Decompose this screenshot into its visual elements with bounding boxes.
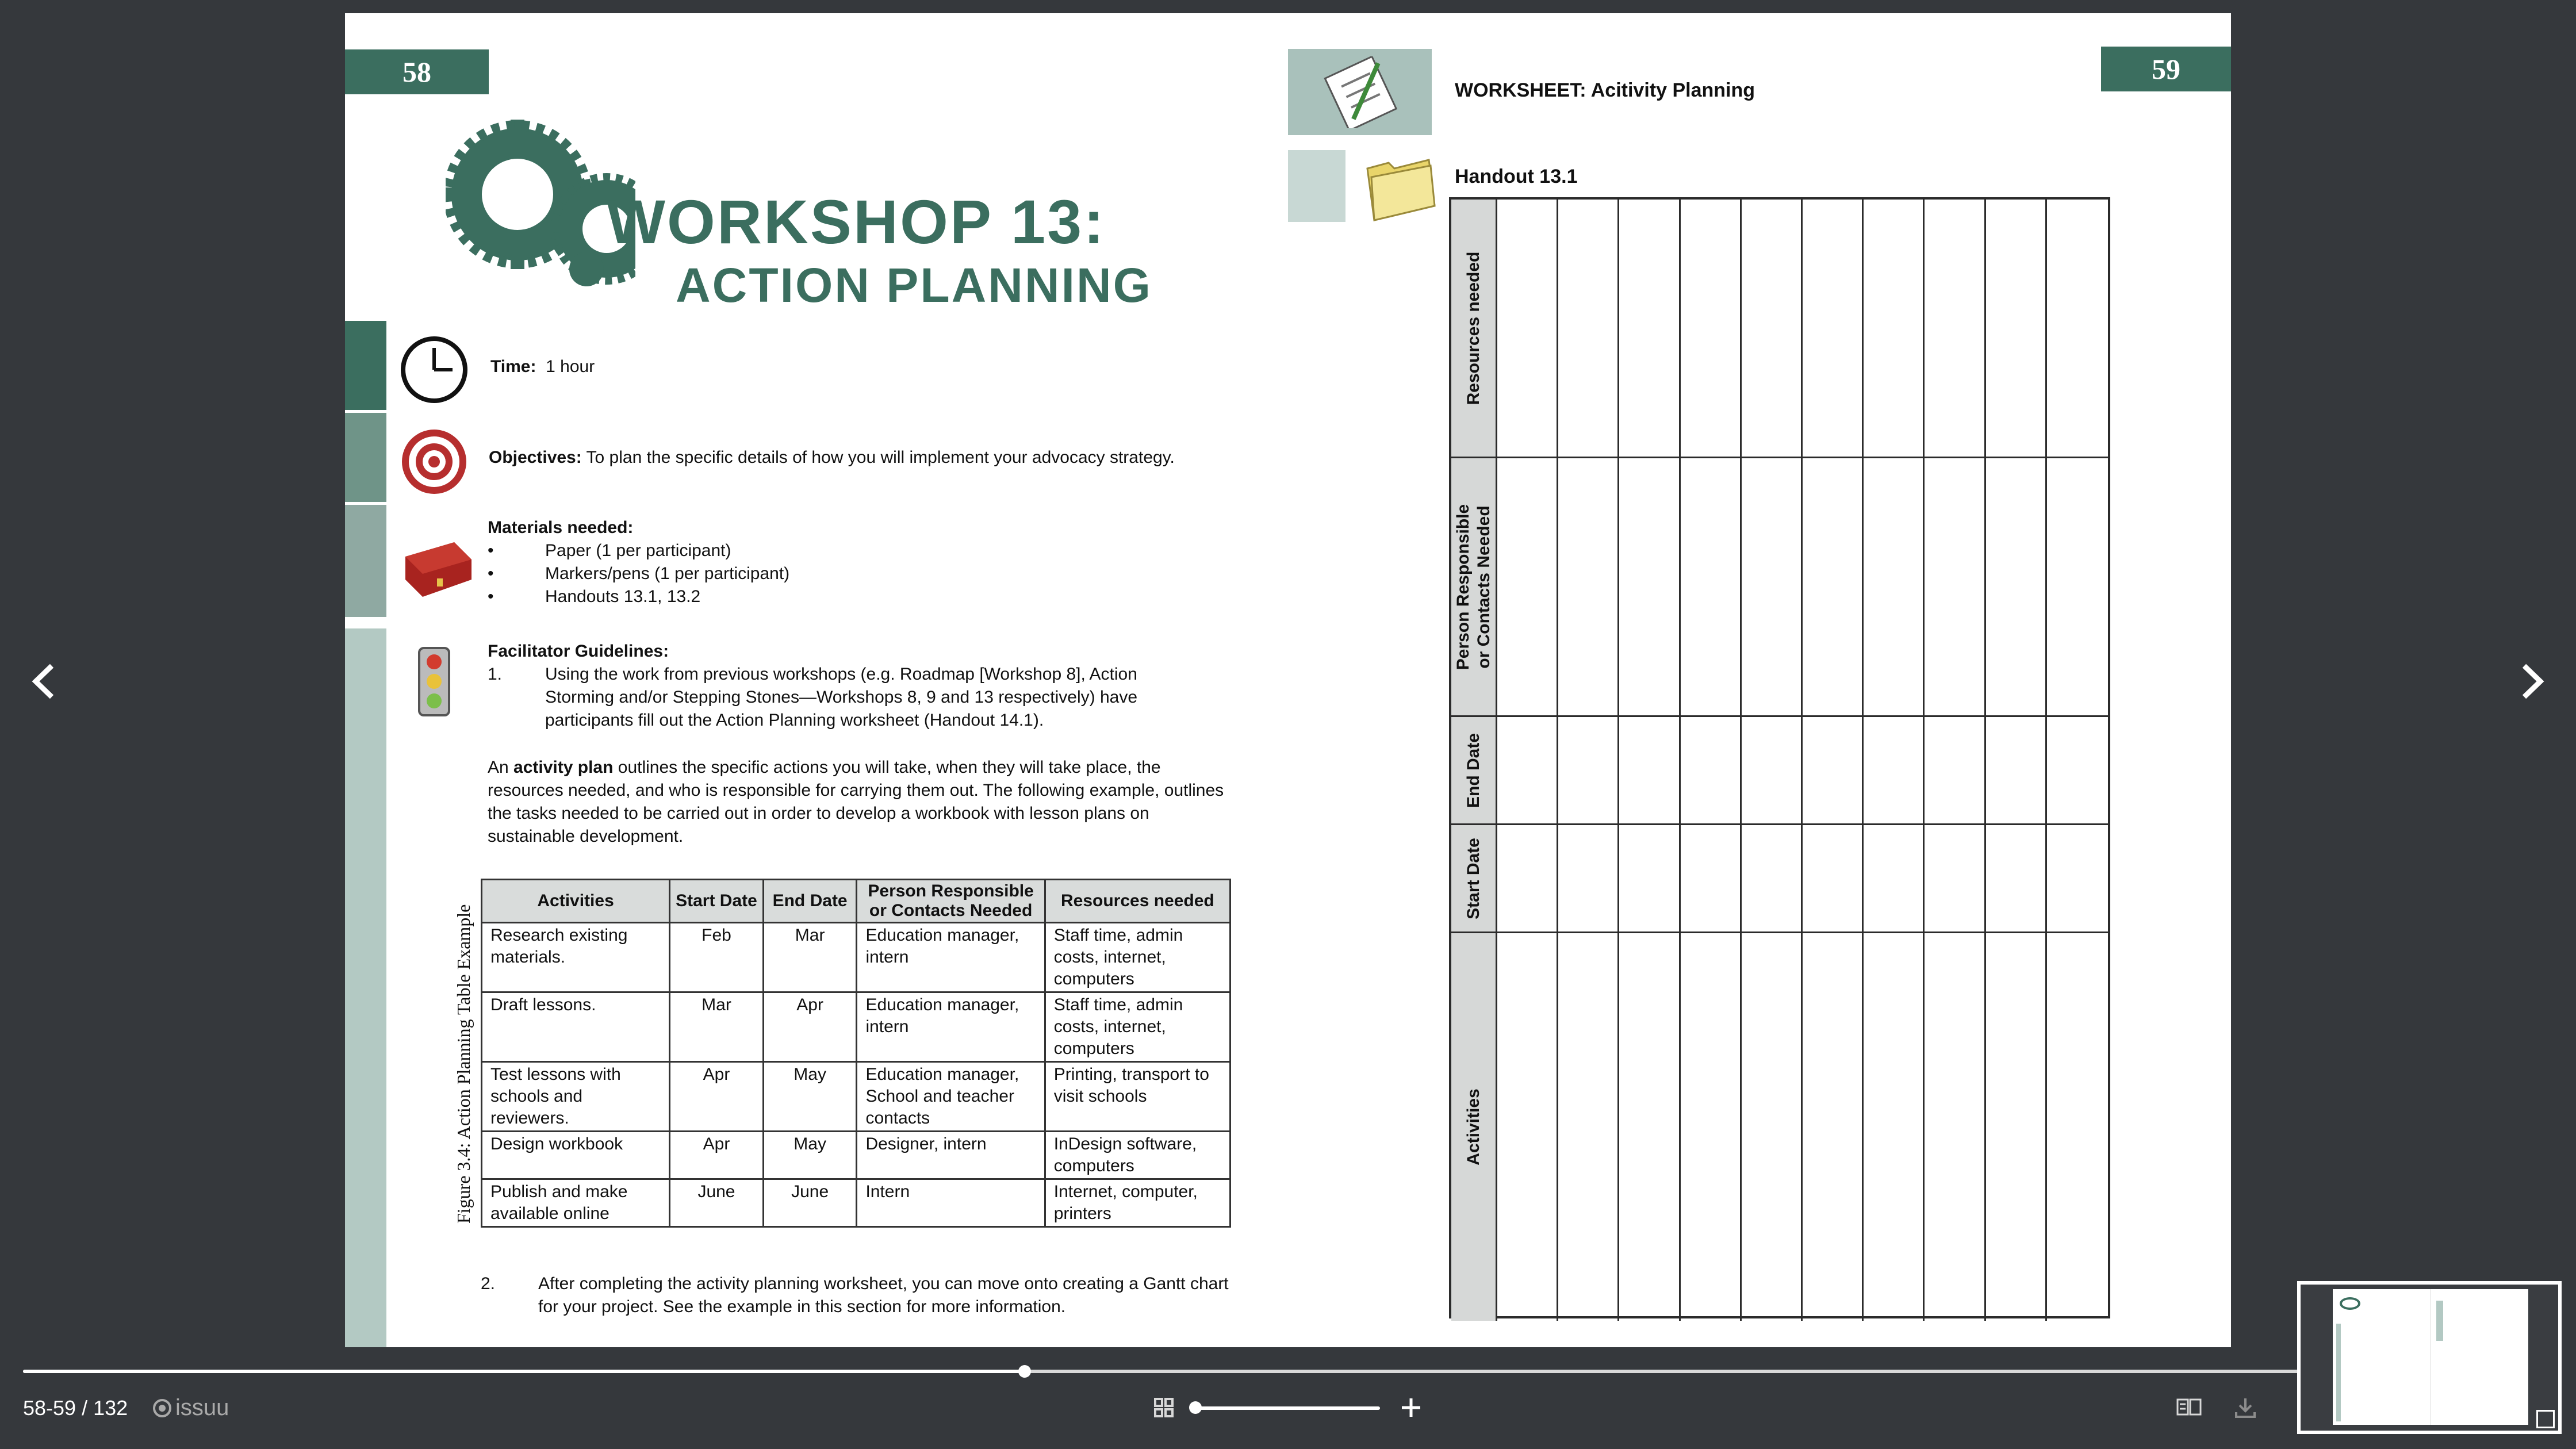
table-cell: Research existing materials. xyxy=(482,923,670,992)
objectives-label: Objectives: xyxy=(489,448,582,467)
table-cell: Intern xyxy=(857,1179,1045,1227)
worksheet-cell xyxy=(1986,933,2047,1321)
step-2-number: 2. xyxy=(481,1274,496,1293)
page-progress-fill xyxy=(23,1370,1025,1373)
column-header: Start Date xyxy=(670,880,764,923)
worksheet-cell xyxy=(1681,458,1742,717)
table-cell: Feb xyxy=(670,923,764,992)
worksheet-cell xyxy=(1864,200,1925,458)
worksheet-cell xyxy=(1619,458,1680,717)
worksheet-grid xyxy=(1449,197,2110,1318)
worksheet-cell xyxy=(1558,200,1619,458)
table-cell: Mar xyxy=(763,923,857,992)
table-cell: Apr xyxy=(670,1062,764,1132)
page-number-right: 59 xyxy=(2101,47,2231,91)
worksheet-cell xyxy=(1925,458,1985,717)
objectives-value: To plan the specific details of how you will implement your advocacy strategy. xyxy=(586,448,1175,467)
worksheet-cell xyxy=(1742,458,1803,717)
column-header: Resources needed xyxy=(1045,880,1230,923)
prev-arrow-icon[interactable] xyxy=(23,661,63,702)
worksheet-cell xyxy=(1558,458,1619,717)
brand-name: issuu xyxy=(175,1395,229,1420)
reader-icon[interactable] xyxy=(2176,1396,2202,1419)
issuu-logo-icon xyxy=(152,1398,172,1418)
row-header-activities: Activities xyxy=(1451,933,1497,1321)
column-header: End Date xyxy=(763,880,857,923)
worksheet-cell xyxy=(2047,825,2108,933)
worksheet-cell xyxy=(1803,933,1864,1321)
worksheet-cell xyxy=(2047,200,2108,458)
table-cell: June xyxy=(763,1179,857,1227)
table-cell: Education manager, intern xyxy=(857,992,1045,1062)
table-cell: Mar xyxy=(670,992,764,1062)
worksheet-cell xyxy=(2047,458,2108,717)
zoom-slider[interactable] xyxy=(1196,1406,1380,1410)
worksheet-cell xyxy=(1497,933,1558,1321)
table-cell: Test lessons with schools and reviewers. xyxy=(482,1062,670,1132)
worksheet-cell xyxy=(1619,200,1680,458)
worksheet-cell xyxy=(1497,200,1558,458)
table-cell: Design workbook xyxy=(482,1132,670,1179)
page-number-left: 58 xyxy=(345,49,489,94)
worksheet-cell xyxy=(1619,825,1680,933)
table-row xyxy=(482,1062,1230,1132)
table-cell: Draft lessons. xyxy=(482,992,670,1062)
table-cell: May xyxy=(763,1132,857,1179)
worksheet-cell xyxy=(1742,933,1803,1321)
worksheet-cell xyxy=(1803,825,1864,933)
table-cell: Education manager, School and teacher contacts xyxy=(857,1062,1045,1132)
worksheet-cell xyxy=(1497,717,1558,825)
worksheet-title: WORKSHEET: Acitivity Planning xyxy=(1455,79,1755,101)
next-arrow-icon[interactable] xyxy=(2513,661,2553,702)
worksheet-cell xyxy=(1681,717,1742,825)
table-cell: Publish and make available online xyxy=(482,1179,670,1227)
step-1-number: 1. xyxy=(488,665,503,684)
table-row xyxy=(482,923,1230,992)
material-item: • Markers/pens (1 per participant) xyxy=(488,564,790,583)
step-2-text: After completing the activity planning worksheet, you can move onto creating a Gantt chart for your project. See the example in this section for more information. xyxy=(538,1274,1229,1316)
worksheet-cell xyxy=(1864,717,1925,825)
worksheet-cell xyxy=(1925,825,1985,933)
worksheet-cell xyxy=(2047,717,2108,825)
column-header: Person Responsible or Contacts Needed xyxy=(857,880,1045,923)
time-value: 1 hour xyxy=(546,357,595,376)
worksheet-cell xyxy=(1925,200,1985,458)
table-cell: Apr xyxy=(763,992,857,1062)
worksheet-cell xyxy=(1925,717,1985,825)
table-cell: May xyxy=(763,1062,857,1132)
thumbnail-gear-icon xyxy=(2340,1297,2360,1310)
left-page xyxy=(345,13,1288,1347)
checklist-icon xyxy=(1320,56,1400,128)
worksheet-cell xyxy=(1558,933,1619,1321)
worksheet-cell xyxy=(2047,933,2108,1321)
worksheet-cell xyxy=(1619,933,1680,1321)
right-page xyxy=(1288,13,2231,1347)
worksheet-cell xyxy=(1803,200,1864,458)
traffic-light-icon xyxy=(417,646,451,718)
sidebar-block-materials xyxy=(345,505,386,617)
material-item: • Paper (1 per participant) xyxy=(488,541,731,560)
handout-header-block xyxy=(1288,150,1346,222)
table-cell: Education manager, intern xyxy=(857,923,1045,992)
page-thumbnail-preview[interactable] xyxy=(2297,1281,2562,1434)
worksheet-cell xyxy=(1497,458,1558,717)
grid-icon[interactable] xyxy=(1153,1397,1174,1418)
zoom-slider-thumb[interactable] xyxy=(1189,1401,1202,1414)
table-cell: Staff time, admin costs, internet, computers xyxy=(1045,923,1230,992)
table-cell: Apr xyxy=(670,1132,764,1179)
target-icon xyxy=(400,427,469,496)
table-cell: InDesign software, computers xyxy=(1045,1132,1230,1179)
worksheet-cell xyxy=(1681,933,1742,1321)
action-planning-example-table xyxy=(481,879,1231,1228)
worksheet-cell xyxy=(1803,717,1864,825)
time-label: Time: xyxy=(490,357,536,376)
table-cell: Internet, computer, printers xyxy=(1045,1179,1230,1227)
worksheet-cell xyxy=(1742,717,1803,825)
worksheet-cell xyxy=(1742,200,1803,458)
row-header-person: Person Responsible or Contacts Needed xyxy=(1451,458,1497,717)
worksheet-cell xyxy=(1864,933,1925,1321)
facilitator-label: Facilitator Guidelines: xyxy=(488,642,669,661)
table-cell: Designer, intern xyxy=(857,1132,1045,1179)
row-header-end-date: End Date xyxy=(1451,717,1497,825)
column-header: Activities xyxy=(482,880,670,923)
table-cell: Staff time, admin costs, internet, computers xyxy=(1045,992,1230,1062)
folder-icon xyxy=(1363,154,1438,223)
worksheet-cell xyxy=(1681,200,1742,458)
issuu-logo[interactable] xyxy=(152,1395,229,1421)
worksheet-cell xyxy=(1986,717,2047,825)
worksheet-cell xyxy=(1864,825,1925,933)
sidebar-block-objectives xyxy=(345,413,386,502)
materials-label: Materials needed: xyxy=(488,518,634,537)
workshop-subtitle: ACTION PLANNING xyxy=(676,258,1152,312)
table-row xyxy=(482,992,1230,1062)
thumbnail-viewport-indicator xyxy=(2536,1410,2555,1428)
worksheet-cell xyxy=(1558,825,1619,933)
worksheet-cell xyxy=(1986,825,2047,933)
worksheet-cell xyxy=(1742,825,1803,933)
workshop-title: WORKSHOP 13: xyxy=(607,187,1106,256)
figure-caption: Figure 3.4: Action Planning Table Example xyxy=(453,904,474,1224)
table-row xyxy=(482,1179,1230,1227)
toolbox-icon xyxy=(400,534,474,600)
table-header-row xyxy=(482,880,1230,923)
download-icon[interactable] xyxy=(2234,1396,2257,1419)
worksheet-cell xyxy=(1497,825,1558,933)
sidebar-block-time xyxy=(345,321,386,410)
page-indicator: 58-59 / 132 xyxy=(23,1396,128,1420)
worksheet-cell xyxy=(1925,933,1985,1321)
row-header-resources: Resources needed xyxy=(1451,200,1497,458)
worksheet-cell xyxy=(1681,825,1742,933)
table-row xyxy=(482,1132,1230,1179)
activity-plan-paragraph: An activity plan outlines the specific actions you will take, when they will take place, the resources needed, and who is responsible for carrying them out. The following example, outlines the tasks needed to be carried out in order to develop a workbook with lesson plans on sustainable development. xyxy=(488,758,1224,846)
worksheet-cell xyxy=(1864,458,1925,717)
table-cell: Printing, transport to visit schools xyxy=(1045,1062,1230,1132)
table-cell: June xyxy=(670,1179,764,1227)
worksheet-cell xyxy=(1986,200,2047,458)
material-item: • Handouts 13.1, 13.2 xyxy=(488,587,701,606)
sidebar-block-guidelines xyxy=(345,628,386,1347)
clock-icon xyxy=(400,335,469,404)
worksheet-cell xyxy=(1986,458,2047,717)
step-1-text: Using the work from previous workshops (e.g. Roadmap [Workshop 8], Action Storming and/or Stepping Stones—Workshops 8, 9 and 13 respectively) have participants fill out the Action Planning worksheet (Handout 14.1). xyxy=(545,665,1138,730)
thumbnail-page xyxy=(2333,1289,2528,1425)
worksheet-cell xyxy=(1803,458,1864,717)
handout-label: Handout 13.1 xyxy=(1455,166,1578,187)
worksheet-cell xyxy=(1619,717,1680,825)
page-progress-slider[interactable] xyxy=(23,1370,2300,1373)
zoom-plus-icon[interactable] xyxy=(1400,1396,1423,1419)
activity-plan-term: activity plan xyxy=(513,758,614,777)
row-header-start-date: Start Date xyxy=(1451,825,1497,933)
worksheet-cell xyxy=(1558,717,1619,825)
